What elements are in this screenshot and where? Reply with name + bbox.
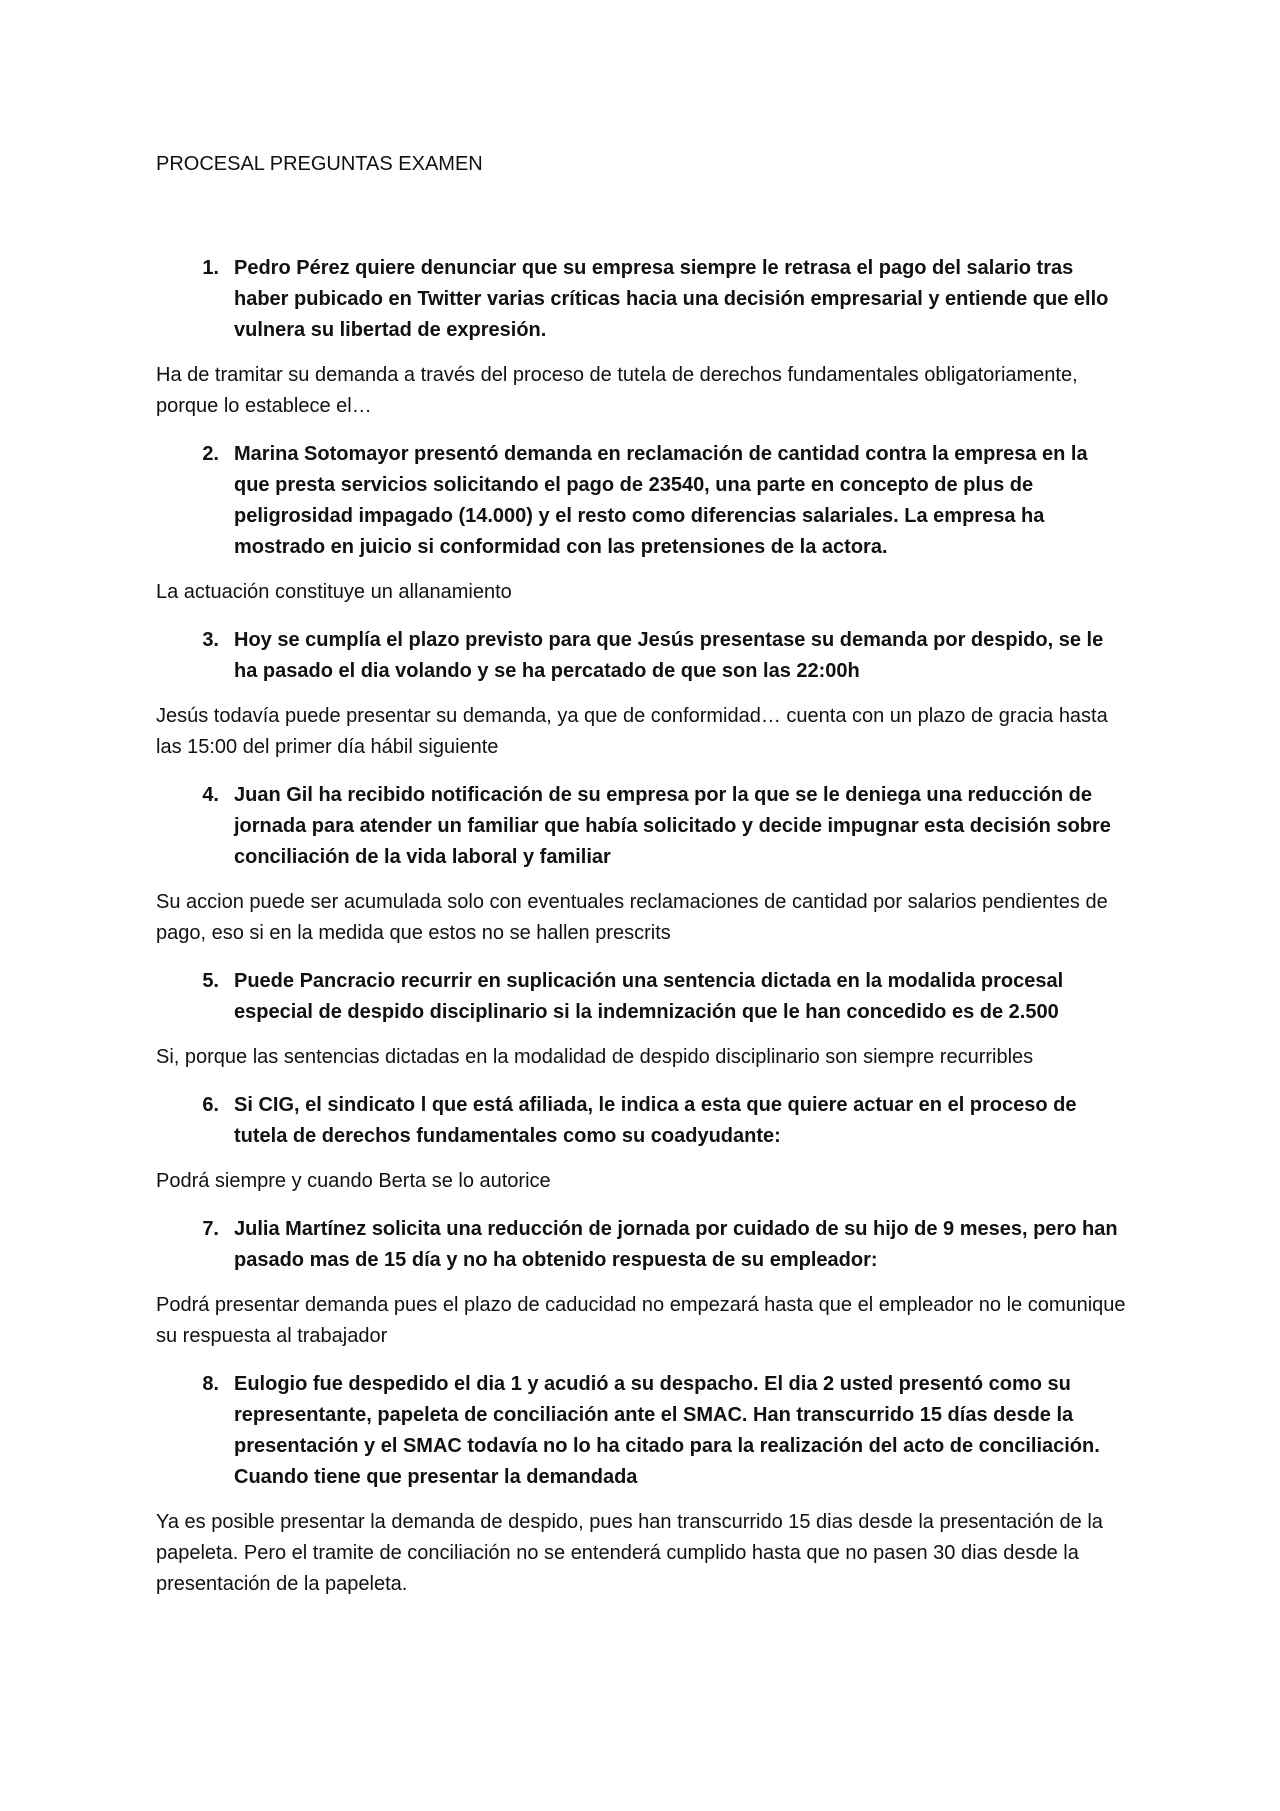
question-5 [156, 966, 1126, 1028]
answer-7: Podrá presentar demanda pues el plazo de caducidad no empezará hasta que el empleador no le comunique su respuesta al trabajador [156, 1294, 1126, 1347]
question-text: Puede Pancracio recurrir en suplicación una sentencia dictada en la modalida procesal especial de despido disciplinario si la indemnización que le han concedido es de 2.500 [234, 970, 1064, 1023]
document-page [156, 150, 1126, 1617]
answer-6: Podrá siempre y cuando Berta se lo autorice [156, 1170, 551, 1192]
answer-5: Si, porque las sentencias dictadas en la modalidad de despido disciplinario son siempre recurribles [156, 1046, 1034, 1068]
question-7 [156, 1214, 1126, 1276]
question-4 [156, 780, 1126, 873]
question-number: 1. [202, 257, 219, 279]
question-6 [156, 1090, 1126, 1152]
answer-3: Jesús todavía puede presentar su demanda, ya que de conformidad… cuenta con un plazo de gracia hasta las 15:00 del primer día hábil siguiente [156, 705, 1108, 758]
qa-item-2 [156, 439, 1126, 608]
question-number: 2. [202, 443, 219, 465]
question-number: 6. [202, 1094, 219, 1116]
question-text: Pedro Pérez quiere denunciar que su empresa siempre le retrasa el pago del salario tras haber pubicado en Twitter varias críticas hacia una decisión empresarial y entiende que ello vulnera su libertad de expresión. [234, 257, 1109, 341]
qa-item-3 [156, 625, 1126, 763]
question-text: Si CIG, el sindicato l que está afiliada, le indica a esta que quiere actuar en el proceso de tutela de derechos fundamentales como su coadyudante: [234, 1094, 1077, 1147]
question-number: 7. [202, 1218, 219, 1240]
answer-4: Su accion puede ser acumulada solo con eventuales reclamaciones de cantidad por salarios pendientes de pago, eso si en la medida que estos no se hallen prescrits [156, 891, 1108, 944]
question-1 [156, 253, 1126, 346]
question-number: 4. [202, 784, 219, 806]
qa-item-4 [156, 780, 1126, 949]
answer-8: Ya es posible presentar la demanda de despido, pues han transcurrido 15 dias desde la presentación de la papeleta. Pero el tramite de conciliación no se entenderá cumplido hasta que no pasen 30 dias desde la presentación de la papeleta. [156, 1511, 1103, 1595]
answer-1: Ha de tramitar su demanda a través del proceso de tutela de derechos fundamentales obligatoriamente, porque lo establece el… [156, 364, 1078, 417]
question-number: 8. [202, 1373, 219, 1395]
question-number: 5. [202, 970, 219, 992]
question-text: Julia Martínez solicita una reducción de jornada por cuidado de su hijo de 9 meses, pero han pasado mas de 15 día y no ha obtenido respuesta de su empleador: [234, 1218, 1118, 1271]
question-2 [156, 439, 1126, 563]
question-text: Eulogio fue despedido el dia 1 y acudió a su despacho. El dia 2 usted presentó como su representante, papeleta de conciliación ante el SMAC. Han transcurrido 15 días desde la presentación y el SMAC todavía no lo ha citado para la realización del acto de conciliación. Cuando tiene que presentar la demandada [234, 1373, 1100, 1488]
qa-item-8 [156, 1369, 1126, 1600]
question-text: Juan Gil ha recibido notificación de su empresa por la que se le deniega una reducción de jornada para atender un familiar que había solicitado y decide impugnar esta decisión sobre conciliación de la vida laboral y familiar [234, 784, 1111, 868]
qa-item-7 [156, 1214, 1126, 1352]
question-number: 3. [202, 629, 219, 651]
document-title: PROCESAL PREGUNTAS EXAMEN [156, 153, 483, 175]
qa-item-6 [156, 1090, 1126, 1197]
question-text: Marina Sotomayor presentó demanda en reclamación de cantidad contra la empresa en la que presta servicios solicitando el pago de 23540, una parte en concepto de plus de peligrosidad impagado (14.000) y el resto como diferencias salariales. La empresa ha mostrado en juicio si conformidad con las pretensiones de la actora. [234, 443, 1088, 558]
question-text: Hoy se cumplía el plazo previsto para que Jesús presentase su demanda por despido, se le ha pasado el dia volando y se ha percatado de que son las 22:00h [234, 629, 1104, 682]
qa-item-1 [156, 253, 1126, 422]
answer-2: La actuación constituye un allanamiento [156, 581, 512, 603]
question-3 [156, 625, 1126, 687]
question-8 [156, 1369, 1126, 1493]
qa-item-5 [156, 966, 1126, 1073]
